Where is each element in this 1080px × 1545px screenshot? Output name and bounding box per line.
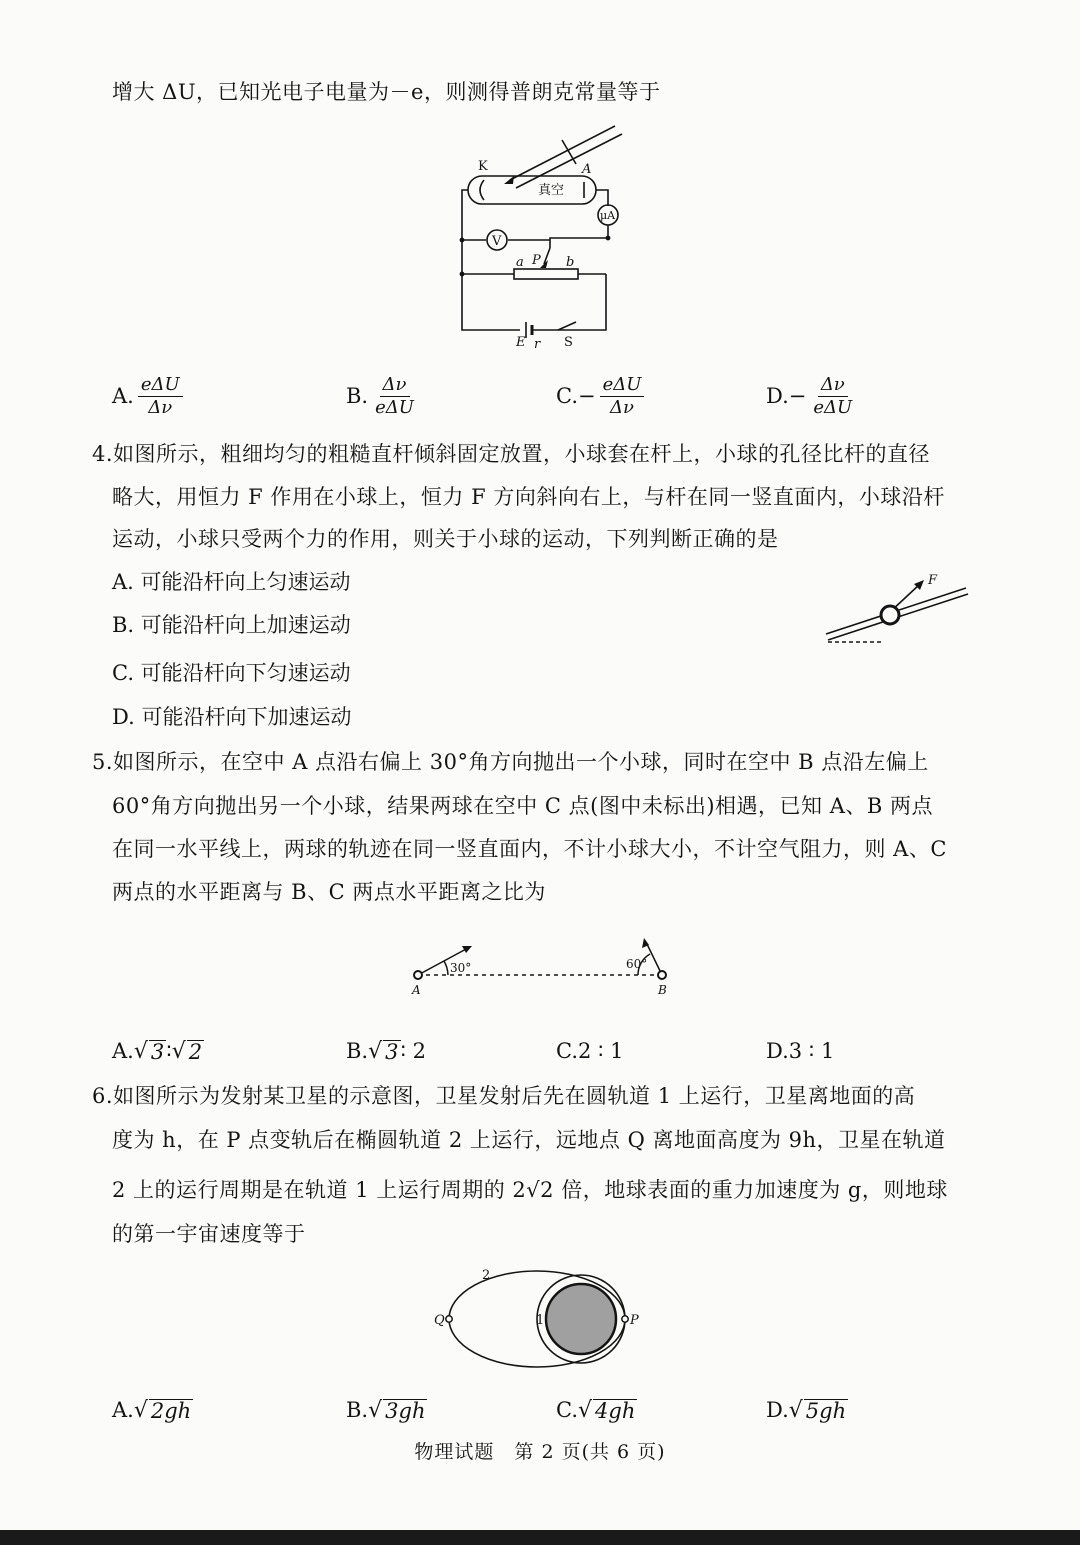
q6-text-line-1: 6.如图所示为发射某卫星的示意图，卫星发射后先在圆轨道 1 上运行，卫星离地面的高 xyxy=(92,1084,916,1108)
q5-text-line-2: 60°角方向抛出另一个小球，结果两球在空中 C 点(图中未标出)相遇，已知 A、B 两点 xyxy=(112,794,933,818)
voltmeter-label: V xyxy=(492,234,502,249)
q4-text-line-2: 略大，用恒力 F 作用在小球上，恒力 F 方向斜向右上，与杆在同一竖直面内，小球沿杆 xyxy=(112,485,945,509)
q5-text-line-4: 两点的水平距离与 B、C 两点水平距离之比为 xyxy=(112,880,546,904)
point-p-label: P xyxy=(630,1313,639,1328)
page-footer: 物理试题 第 2 页(共 6 页) xyxy=(414,1441,666,1463)
angle-30-label: 30° xyxy=(450,961,472,975)
q3-option-d[interactable]: D. − $\frac{\Delta\nu}{\text{eΔU}}$ xyxy=(766,373,853,418)
q3-options xyxy=(112,372,972,420)
q4-option-b[interactable]: B. 可能沿杆向上加速运动 xyxy=(112,613,351,637)
q5-option-b[interactable]: B. √ 3 ∶ 2 xyxy=(346,1038,427,1064)
q4-option-c[interactable]: C. 可能沿杆向下匀速运动 xyxy=(112,661,351,685)
q5-option-c[interactable]: C. 2 ∶ 1 xyxy=(556,1039,624,1063)
q5-options xyxy=(112,1027,972,1075)
q3-option-c[interactable]: C. − $\frac{\text{eΔU}}{\Delta\nu}$ xyxy=(556,372,644,420)
point-q-label: Q xyxy=(434,1313,445,1328)
q6-options xyxy=(112,1386,972,1434)
anode-label: A xyxy=(582,162,592,177)
q3-option-a[interactable]: A. $\frac{\text{eΔU}}{\Delta\nu}$ xyxy=(112,372,183,420)
q4-text-line-1: 4.如图所示，粗细均匀的粗糙直杆倾斜固定放置，小球套在杆上，小球的孔径比杆的直径 xyxy=(92,442,931,466)
force-f-label: F xyxy=(928,573,938,588)
scan-edge-bar xyxy=(0,1530,1080,1545)
orbit-2-label: 2 xyxy=(482,1268,491,1283)
photoelectric-circuit-diagram xyxy=(440,118,640,358)
microammeter-label: μA xyxy=(600,209,616,222)
rheostat-a-label: a xyxy=(516,255,524,270)
q4-option-d[interactable]: D. 可能沿杆向下加速运动 xyxy=(112,705,352,729)
q4-option-a[interactable]: A. 可能沿杆向上匀速运动 xyxy=(112,570,351,594)
q6-option-a[interactable]: A. √ 2gh xyxy=(112,1397,192,1423)
cathode-label: K xyxy=(478,159,488,174)
angle-60-label: 60° xyxy=(626,957,648,971)
q5-option-d[interactable]: D. 3 ∶ 1 xyxy=(766,1039,835,1063)
q6-text-line-2: 度为 h，在 P 点变轨后在椭圆轨道 2 上运行，远地点 Q 离地面高度为 9h，卫星在轨道 xyxy=(112,1128,946,1152)
q6-text-line-4: 的第一宇宙速度等于 xyxy=(112,1222,306,1246)
q3-option-b[interactable]: B. $\frac{\Delta\nu}{\text{eΔU}}$ xyxy=(346,373,414,418)
rheostat-b-label: b xyxy=(566,255,575,270)
point-a-label: A xyxy=(412,983,421,997)
q4-text-line-3: 运动，小球只受两个力的作用，则关于小球的运动，下列判断正确的是 xyxy=(112,527,779,551)
emf-label: E xyxy=(516,335,526,350)
inclined-rod-diagram xyxy=(820,570,980,650)
orbit-diagram xyxy=(434,1264,650,1374)
q6-option-c[interactable]: C. √ 4gh xyxy=(556,1397,636,1423)
q5-option-a[interactable]: A. √ 3 ∶ √ 2 xyxy=(112,1038,203,1064)
q3-text-line: 增大 ΔU，已知光电子电量为－e，则测得普朗克常量等于 xyxy=(112,80,661,104)
q6-text-line-3: 2 上的运行周期是在轨道 1 上运行周期的 2√2 倍，地球表面的重力加速度为 g，则地球 xyxy=(112,1178,948,1202)
internal-r-label: r xyxy=(534,337,541,352)
q5-text-line-3: 在同一水平线上，两球的轨迹在同一竖直面内，不计小球大小，不计空气阻力，则 A、C xyxy=(112,837,947,861)
q5-text-line-1: 5.如图所示，在空中 A 点沿右偏上 30°角方向抛出一个小球，同时在空中 B 点沿左偏上 xyxy=(92,750,929,774)
projectile-diagram xyxy=(400,930,690,1002)
q6-option-b[interactable]: B. √ 3gh xyxy=(346,1397,426,1423)
q6-option-d[interactable]: D. √ 5gh xyxy=(766,1397,847,1423)
orbit-1-label: 1 xyxy=(536,1313,545,1328)
vacuum-label: 真空 xyxy=(538,183,565,198)
slider-p-label: P xyxy=(532,253,541,268)
point-b-label: B xyxy=(658,983,667,997)
switch-label: S xyxy=(564,335,573,350)
